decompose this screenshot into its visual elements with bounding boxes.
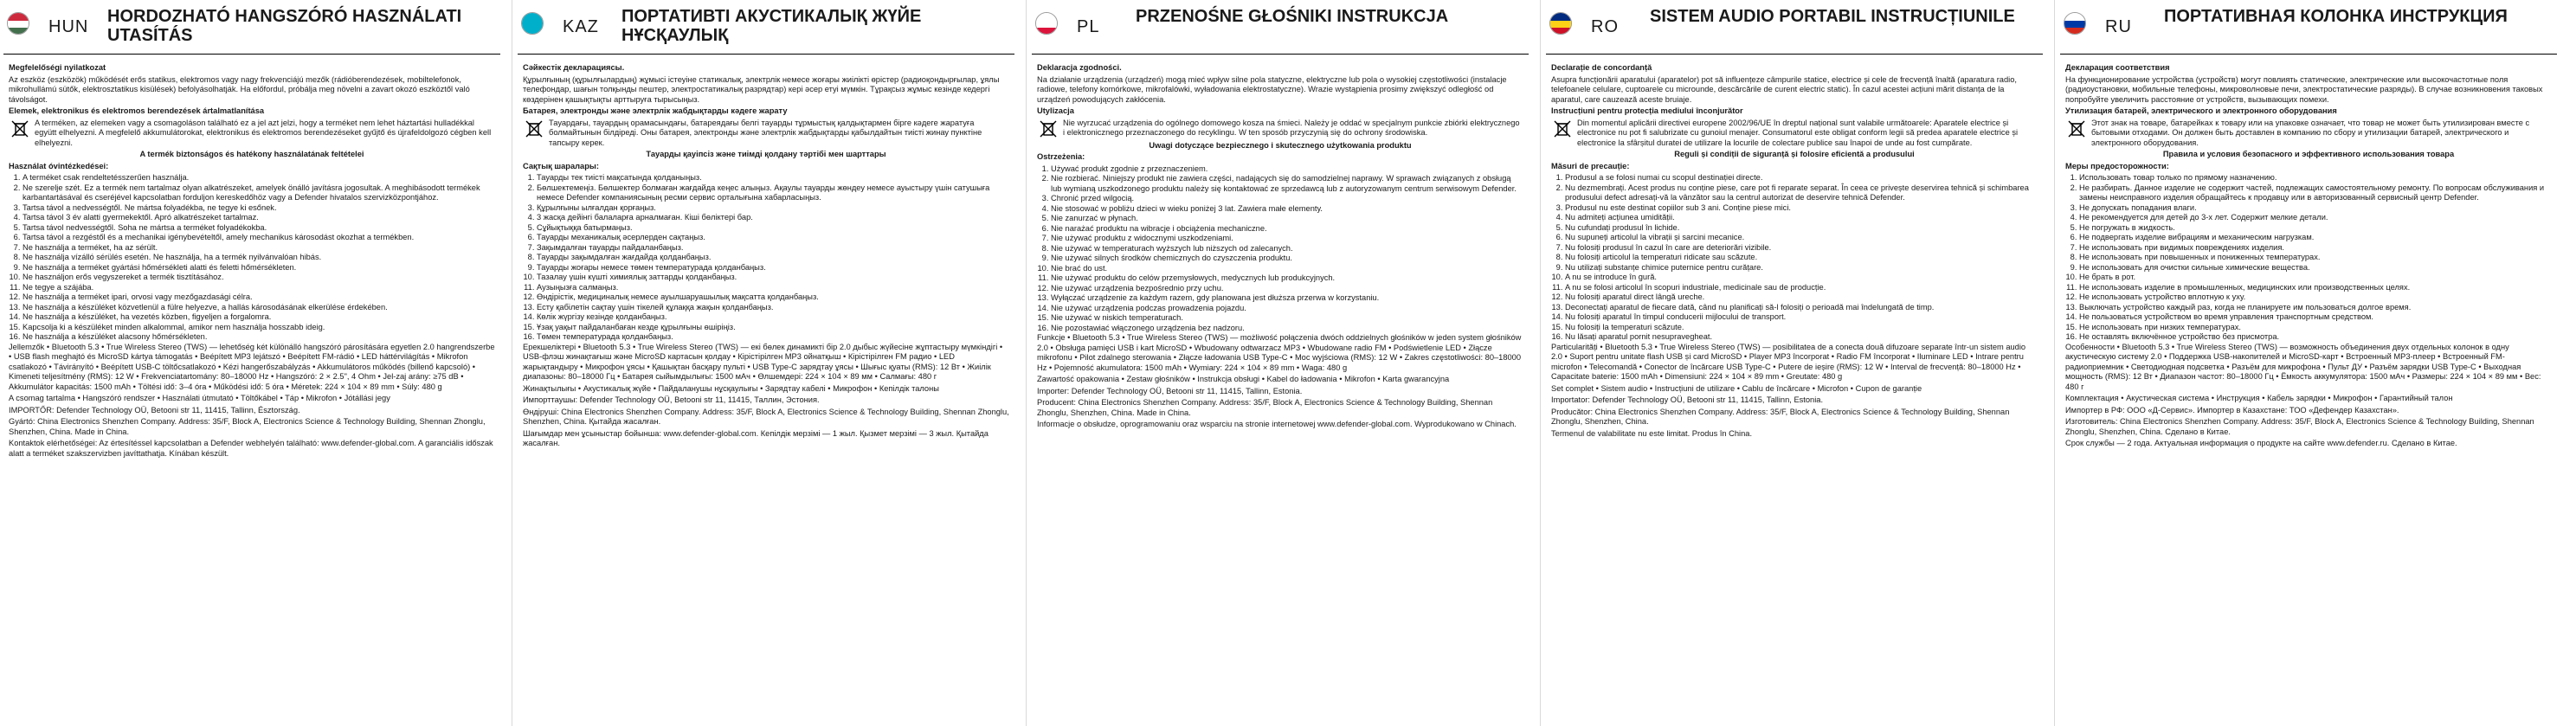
- declaration-text: Asupra funcționării aparatului (aparatelor) pot să influențeze câmpurile statice, electrice și cele de frecvență înaltă (aparatura radio, telefoanele celulare, cuptoarele cu microunde, descărcările de curent electric static). În cazul acestei acțiuni mărit distanța de la aparatul, care cauzează aceste bruiaje.: [1551, 74, 2017, 104]
- precaution-item: 5. Сұйықтыққа батырмаңыз.: [537, 223, 1009, 234]
- precaution-item: 8. Не использовать при повышенных и пониженных температурах.: [2079, 253, 2552, 263]
- precaution-item: 14. Не пользоваться устройством во время управления транспортным средством.: [2079, 312, 2552, 323]
- footer-text: Termenul de valabilitate nu este limitat. Produs în China.: [1551, 428, 1753, 438]
- precautions-heading: Măsuri de precauție:: [1551, 161, 1630, 170]
- precaution-item: 15. Nie używać w niskich temperaturach.: [1051, 313, 1523, 324]
- precaution-item: 16. Ne használja a készüléket alacsony hőmérsékleten.: [23, 332, 495, 343]
- crossed-bin-icon: [10, 119, 29, 138]
- precaution-item: 6. Не подвергать изделие вибрациям и механическим нагрузкам.: [2079, 233, 2552, 243]
- precaution-item: 12. Nie używać urządzenia bezpośrednio przy uchu.: [1051, 284, 1523, 294]
- declaration-text: Az eszköz (eszközök) működését erős statikus, elektromos vagy nagy frekvenciájú mezők (rádióberendezések, mobiltelefonok, mikrohullámú sütők, elektrosztatikus kisülések) befolyásolhatják. Ha előfordul, próbálja meg növelni a zavart okozó eszköztől való távolságot.: [9, 74, 470, 104]
- precautions-heading: Меры предосторожности:: [2065, 161, 2169, 170]
- precaution-item: 5. Nie zanurzać w płynach.: [1051, 214, 1523, 224]
- safety-heading: Правила и условия безопасного и эффективного использования товара: [2162, 150, 2455, 158]
- precaution-item: 4. Не рекомендуется для детей до 3-х лет. Содержит мелкие детали.: [2079, 213, 2552, 223]
- precaution-item: 3. Не допускать попадания влаги.: [2079, 203, 2552, 214]
- disposal-notice: [523, 119, 1009, 149]
- crossed-bin-icon: [1039, 119, 1058, 138]
- disposal-text: Тауардағы, тауардың орамасындағы, батареядағы белгі тауарды тұрмыстық қалдықтармен бірге кәдеге жаратуға болмайтынын білдіреді. Оны батарея, электронды және электрлік жабдықтарды қабылдайтын тиісті жинау пунктіне тапсыру керек.: [549, 118, 982, 147]
- precaution-item: 16. Nu lăsați aparatul pornit nesupravegheat.: [1565, 332, 2038, 343]
- precaution-item: 3. Chronić przed wilgocią.: [1051, 194, 1523, 204]
- section-body: [1546, 55, 2046, 439]
- section-body: [3, 55, 504, 459]
- specifications-text: Funkcje • Bluetooth 5.3 • True Wireless Stereo (TWS) — możliwość połączenia dwóch oddzielnych głośników w jeden system głośników 2.0 • Obsługa pamięci USB i kart MicroSD • Wbudowany odtwarzacz MP3 • Wbudowane radio FM • Podświetlenie LED • Złącze mikrofonu • Pilot zdalnego sterowania • Złącze ładowania USB Type-C • Moc wyjściowa (RMS): 12 W • Zakres częstotliwości: 80–18000 Hz • Pojemność akumulatora: 1500 mAh • Wymiary: 224 × 104 × 89 mm • Waga: 480 g: [1037, 333, 1522, 372]
- section-body: [2060, 55, 2560, 449]
- disposal-text: A terméken, az elemeken vagy a csomagoláson található ez a jel azt jelzi, hogy a terméket nem lehet háztartási hulladékkal együtt elhelyezni. A megfelelő akkumulátorokat, elektronikus és elektromos berendezéseket gyűjtő és újrafeldolgozó cégben kell elhelyezni.: [35, 118, 492, 147]
- section-header: [1032, 0, 1529, 55]
- precaution-item: 4. 3 жасқа дейінгі балаларға арналмаған. Кіші бөліктері бар.: [537, 213, 1009, 223]
- precaution-item: 16. Nie pozostawiać włączonego urządzenia bez nadzoru.: [1051, 324, 1523, 334]
- section-title: ПОРТАТИВНАЯ КОЛОНКА ИНСТРУКЦИЯ: [2164, 7, 2508, 26]
- declaration-text: Na działanie urządzenia (urządzeń) mogą mieć wpływ silne pola statyczne, elektryczne lub pola o wysokiej częstotliwości (instalacje radiowe, telefony komórkowe, mikrofalówki, wyładowania elektrostatyczne). Wrazie wystąpienia prosimy zwiększyć odległość od urządzeń powodujących zakłócenia.: [1037, 74, 1507, 104]
- language-code: PL: [1077, 17, 1100, 36]
- precaution-item: 10. Ne használjon erős vegyszereket a termék tisztításához.: [23, 273, 495, 283]
- precaution-item: 8. Ne használja vízálló sérülés esetén. Ne használja, ha a termék nyilvánvalóan hibás.: [23, 253, 495, 263]
- disposal-heading: Elemek, elektronikus és elektromos berendezések ártalmatlanítása: [9, 106, 265, 115]
- precaution-item: 1. Używać produkt zgodnie z przeznaczeniem.: [1051, 164, 1523, 175]
- column-divider: [1540, 0, 1541, 726]
- precaution-item: 9. Ne használja a terméket gyártási hőmérsékleti alatti és feletti hőmérsékleten.: [23, 263, 495, 273]
- precaution-item: 14. Ne használja a készüléket, ha vezetés közben, figyeljen a forgalomra.: [23, 312, 495, 323]
- section-body: [1032, 55, 1532, 430]
- precaution-item: 15. Не использовать при низких температурах.: [2079, 323, 2552, 333]
- language-section-kaz: [518, 0, 1018, 726]
- flag-icon: [1549, 12, 1572, 35]
- precaution-item: 4. Tartsa távol 3 év alatti gyermekektől. Apró alkatrészeket tartalmaz.: [23, 213, 495, 223]
- precautions-list: [2065, 173, 2552, 343]
- crossed-bin-icon: [1553, 119, 1572, 138]
- section-body: [518, 55, 1018, 449]
- package-contents-text: A csomag tartalma • Hangszóró rendszer • Használati útmutató • Töltőkábel • Táp • Mikrofon • Jótállási jegy: [9, 394, 390, 402]
- disposal-heading: Утилизация батарей, электрического и электронного оборудования: [2065, 106, 2337, 115]
- importer-text: Importator: Defender Technology OÜ, Betooni str 11, 11415, Tallinn, Estonia.: [1551, 395, 1824, 404]
- precaution-item: 5. Не погружать в жидкость.: [2079, 223, 2552, 234]
- language-code: RU: [2105, 17, 2132, 36]
- disposal-heading: Instrucțiuni pentru protecția mediului înconjurător: [1551, 106, 1743, 115]
- specifications-text: Особенности • Bluetooth 5.3 • True Wireless Stereo (TWS) — возможность объединения двух отдельных колонок в одну акустическую систему 2.0 • Поддержка USB-накопителей и MicroSD-карт • Встроенный MP3-плеер • Встроенный FM-радиоприемник • Светодиодная подсветка • Разъём для микрофона • Пульт ДУ • Разъём зарядки USB Type-C • Выходная мощность (RMS): 12 Вт • Диапазон частот: 80–18000 Гц • Ёмкость аккумулятора: 1500 мАч • Размеры: 224 × 104 × 89 мм • Вес: 480 г: [2065, 342, 2541, 391]
- flag-icon: [521, 12, 544, 35]
- footer-text: Informacje o obsłudze, oprogramowaniu oraz wsparciu na stronie internetowej www.defender-global.com. Wyprodukowano w Chinach.: [1037, 420, 1517, 428]
- precaution-item: 11. Аузыңызға салмаңыз.: [537, 283, 1009, 293]
- precaution-item: 2. Не разбирать. Данное изделие не содержит частей, подлежащих самостоятельному ремонту. По вопросам обслуживания и замены неисправного изделия обращайтесь к продавцу или в авторизованный сервисный центр Defender.: [2079, 183, 2552, 203]
- declaration-text: Құрылғының (құрылғылардың) жұмысі істеуіне статикалық, электрлік немесе жоғары жиілікті өрістер (радиоқондырғылар, ұялы телефондар, шағын толқынды пештер, электростатикалық разрядтар) кері әсер етуі мүмкін. Тұрақсыз жұмыс кезінде кедергі көздерінен қашықтықты арттыруға тырысыңыз.: [523, 74, 1000, 104]
- precaution-item: 1. Produsul a se folosi numai cu scopul destinației directe.: [1565, 173, 2038, 183]
- declaration-heading: Сәйкестік декларациясы.: [523, 63, 625, 72]
- column-divider: [2054, 0, 2055, 726]
- precaution-item: 11. Ne tegye a szájába.: [23, 283, 495, 293]
- manufacturer-text: Өндіруші: China Electronics Shenzhen Company. Address: 35/F, Block A, Electronics Science & Technology Building, Shennan Zhonglu, Shenzhen, China. Қытайда жасалған.: [523, 407, 1009, 426]
- precaution-item: 3. Produsul nu este destinat copiilor sub 3 ani. Conține piese mici.: [1565, 203, 2038, 214]
- precaution-item: 2. Ne szerelje szét. Ez a termék nem tartalmaz olyan alkatrészeket, amelyek önálló javításra jogosultak. A meghibásodott termékek karbantartásával és cseréjével kapcsolatban forduljon kereskedőhöz vagy a Defender hivatalos szervizközpontjához.: [23, 183, 495, 203]
- precaution-item: 13. Deconectați aparatul de fiecare dată, când nu planificați să-l folosiți o perioadă mai îndelungată de timp.: [1565, 303, 2038, 313]
- disposal-notice: [2065, 119, 2552, 149]
- language-section-ro: [1546, 0, 2046, 726]
- precaution-item: 3. Құрылғыны ылғалдан қорғаңыз.: [537, 203, 1009, 214]
- precautions-list: [9, 173, 495, 343]
- language-code: RO: [1591, 17, 1619, 36]
- precaution-item: 5. Tartsa távol nedvességtől. Soha ne mártsa a terméket folyadékokba.: [23, 223, 495, 234]
- precaution-item: 13. Есту қабілетін сақтау үшін тікелей құлаққа жақын қолданбаңыз.: [537, 303, 1009, 313]
- precaution-item: 4. Nu admiteți acțiunea umidității.: [1565, 213, 2038, 223]
- precaution-item: 7. Ne használja a terméket, ha az sérült.: [23, 243, 495, 254]
- flag-icon: [7, 12, 29, 35]
- declaration-heading: Megfelelőségi nyilatkozat: [9, 63, 106, 72]
- disposal-text: Nie wyrzucać urządzenia do ogólnego domowego kosza na śmieci. Należy je oddać w specjalnym punkcie zbiórki elektrycznego i elektronicznego przeznaczonego do recyklingu. W ten sposób przyczynią się do ochrony środowiska.: [1063, 118, 1520, 137]
- precaution-item: 6. Nie narażać produktu na wibracje i obciążenia mechaniczne.: [1051, 224, 1523, 235]
- footer-text: Kontaktok elérhetőségei: Az értesítéssel kapcsolatban a Defender webhelyén található: www.defender-global.com. A garanciális időszak alatt a terméket szakszervizben javíttathatja. Kínában készült.: [9, 439, 493, 458]
- section-header: [1546, 0, 2043, 55]
- precaution-item: 13. Ne használja a készüléket közvetlenül a fülre helyezve, a hallás károsodásának elkerülése érdekében.: [23, 303, 495, 313]
- section-title: HORDOZHATÓ HANGSZÓRÓ HASZNÁLATI UTASÍTÁS: [107, 7, 462, 45]
- manufacturer-text: Gyártó: China Electronics Shenzhen Company. Address: 35/F, Block A, Electronics Science & Technology Building, Shennan Zhonglu, Shenzhen, China. Made in China.: [9, 417, 486, 436]
- manufacturer-text: Изготовитель: China Electronics Shenzhen Company. Address: 35/F, Block A, Electronics Science & Technology Building, Shennan Zhonglu, Shenzhen, China. Сделано в Китае.: [2065, 417, 2534, 436]
- disposal-notice: [9, 119, 495, 149]
- precaution-item: 1. Тауарды тек тиісті мақсатында қолданыңыз.: [537, 173, 1009, 183]
- precautions-heading: Ostrzeżenia:: [1037, 152, 1085, 161]
- precaution-item: 6. Tartsa távol a rezgéstől és a mechanikai igénybevételtől, amely mechanikus károsodást okozhat a termékben.: [23, 233, 495, 243]
- section-header: [2060, 0, 2557, 55]
- section-title: PRZENOŚNE GŁOŚNIKI INSTRUKCJA: [1136, 7, 1449, 26]
- package-contents-text: Zawartość opakowania • Zestaw głośników • Instrukcja obsługi • Kabel do ładowania • Mikrofon • Karta gwarancyjna: [1037, 375, 1450, 383]
- declaration-heading: Declarație de concordanță: [1551, 63, 1652, 72]
- safety-heading: Uwagi dotyczące bezpiecznego i skutecznego użytkowania produktu: [1149, 140, 1412, 150]
- importer-text: Импортер в РФ: ООО «Д-Сервис». Импортер в Казахстане: ТОО «Дефендер Казахстан».: [2065, 405, 2399, 414]
- precaution-item: 10. Тазалау үшін күшті химиялық заттарды қолданбаңыз.: [537, 273, 1009, 283]
- precaution-item: 12. Nu folosiți aparatul direct lângă ureche.: [1565, 292, 2038, 303]
- precaution-item: 4. Nie stosować w pobliżu dzieci w wieku poniżej 3 lat. Zawiera małe elementy.: [1051, 204, 1523, 215]
- precautions-heading: Használat óvintézkedései:: [9, 161, 109, 170]
- precaution-item: 8. Nie używać w temperaturach wyższych lub niższych od zalecanych.: [1051, 244, 1523, 254]
- disposal-heading: Utylizacja: [1037, 106, 1074, 115]
- declaration-text: На функционирование устройства (устройств) могут повлиять статические, электрические или высокочастотные поля (радиоустановки, мобильные телефоны, микроволновые печи, электростатические разряды). В случае возникновения таковых попробуйте увеличить расстояние от устройств, вызывающих помехи.: [2065, 74, 2543, 104]
- precaution-item: 2. Nu dezmembrați. Acest produs nu conține piese, care pot fi reparate separat. În ceea ce privește deservirea tehnică și schimbarea produsului defect adresați-vă la vânzător sau la centrul autorizat de deservire tehnică Defender.: [1565, 183, 2038, 203]
- precaution-item: 11. Не использовать изделие в промышленных, медицинских или производственных целях.: [2079, 283, 2552, 293]
- precaution-item: 15. Nu folosiți la temperaturi scăzute.: [1565, 323, 2038, 333]
- flag-icon: [1035, 12, 1058, 35]
- precaution-item: 14. Nu folosiți aparatul în timpul conducerii mijlocului de transport.: [1565, 312, 2038, 323]
- precaution-item: 6. Nu supuneți articolul la vibrații și sarcini mecanice.: [1565, 233, 2038, 243]
- precaution-item: 10. A nu se introduce în gură.: [1565, 273, 2038, 283]
- precaution-item: 16. Не оставлять включённое устройство без присмотра.: [2079, 332, 2552, 343]
- precaution-item: 12. Өндірістік, медициналық немесе ауылшаруашылық мақсатта қолданбаңыз.: [537, 292, 1009, 303]
- precaution-item: 7. Nie używać produktu z widocznymi uszkodzeniami.: [1051, 234, 1523, 244]
- precaution-item: 8. Nu folosiți articolul la temperaturi ridicate sau scăzute.: [1565, 253, 2038, 263]
- section-title: ПОРТАТИВТІ АКУСТИКАЛЫҚ ЖҮЙЕ НҰСҚАУЛЫҚ: [621, 7, 922, 45]
- precaution-item: 9. Тауарды жоғары немесе төмен температурада қолданбаңыз.: [537, 263, 1009, 273]
- importer-text: Importer: Defender Technology OÜ, Betooni str 11, 11415, Tallinn, Estonia.: [1037, 386, 1303, 395]
- manufacturer-text: Producent: China Electronics Shenzhen Company. Address: 35/F, Block A, Electronics Science & Technology Building, Shennan Zhonglu, Shenzhen, China. Made in China.: [1037, 398, 1493, 417]
- section-header: [518, 0, 1014, 55]
- disposal-notice: [1037, 119, 1523, 139]
- precaution-item: 10. Не брать в рот.: [2079, 273, 2552, 283]
- importer-text: Импорттаушы: Defender Technology OÜ, Betooni str 11, 11415, Таллин, Эстония.: [523, 395, 820, 404]
- section-title: SISTEM AUDIO PORTABIL INSTRUCȚIUNILE: [1650, 7, 2015, 26]
- package-contents-text: Жинақтылығы • Акустикалық жүйе • Пайдаланушы нұсқаулығы • Зарядтау кабелі • Микрофон • Кепілдік талоны: [523, 383, 939, 393]
- precaution-item: 7. Зақымдалған тауарды пайдаланбаңыз.: [537, 243, 1009, 254]
- precaution-item: 5. Nu cufundați produsul în lichide.: [1565, 223, 2038, 234]
- language-section-pl: [1032, 0, 1532, 726]
- disposal-text: Этот знак на товаре, батарейках к товару или на упаковке означает, что товар не может быть утилизирован вместе с бытовыми отходами. Он должен быть доставлен в компанию по сбору и утилизации батарей, электрического и электронного оборудования.: [2091, 118, 2530, 147]
- specifications-text: Ерекшеліктері • Bluetooth 5.3 • True Wireless Stereo (TWS) — екі бөлек динамикті бір 2.0 дыбыс жүйесіне жұптастыру мүмкіндігі • USB-флэш жинақтағыш және MicroSD картасын қолдау • Кірістірілген MP3 ойнатқыш • Кірістірілген FM радио • LED жарықтандыру • Микрофон ұясы • Қашықтан басқару пульті • USB Type-C зарядтау ұясы • Шығыс қуаты (RMS): 12 Вт • Жиілік диапазоны: 80–18000 Гц • Батарея сыйымдылығы: 1500 мАч • Өлшемдері: 224 × 104 × 89 мм • Салмағы: 480 г: [523, 342, 1003, 381]
- specifications-text: Jellemzők • Bluetooth 5.3 • True Wireless Stereo (TWS) — lehetőség két különálló hangszóró párosítására egyetlen 2.0 hangrendszerbe • USB flash meghajtó és MicroSD kártya támogatás • Beépített MP3 lejátszó • Beépített FM-rádió • LED háttérvilágítás • Mikrofon csatlakozó • Távirányító • Beépített USB-C töltőcsatlakozó • Kézi hangerőszabályzás • Akkumulátoros működés (billenő kapcsoló) • Kimeneti teljesítmény (RMS): 12 W • Frekvenciatartomány: 80–18000 Hz • Hangszóró: 2 × 2.5", 4 Ohm • Jel-zaj arány: ≥75 dB • Akkumulátor kapacitás: 1500 mAh • Töltési idő: 3–4 óra • Működési idő: 5 óra • Méretek: 224 × 104 × 89 mm • Súly: 480 g: [9, 342, 495, 391]
- package-contents-text: Set complet • Sistem audio • Instrucțiuni de utilizare • Cablu de încărcare • Microfon • Cupon de garanție: [1551, 383, 1922, 393]
- manufacturer-text: Producător: China Electronics Shenzhen Company. Address: 35/F, Block A, Electronics Science & Technology Building, Shennan Zhonglu, Shenzhen, China.: [1551, 407, 2010, 426]
- precaution-item: 14. Көлік жүргізу кезінде қолданбаңыз.: [537, 312, 1009, 323]
- disposal-heading: Батарея, электронды және электрлік жабдықтарды кәдеге жарату: [523, 106, 788, 115]
- safety-heading: Тауарды қауіпсіз және тиімді қолдану тәртібі мен шарттары: [646, 150, 886, 158]
- flag-icon: [2064, 12, 2086, 35]
- disposal-text: Din momentul aplicării directivei europene 2002/96/UE în dreptul național sunt valabile următoarele: Aparatele electrice și electronice nu pot fi salubrizate cu gunoiul menajer. Consumatorul este obligat conform legii să predea aparatele electrice și electronice la sfârșitul duratei de utilizare la locurile de colectare publice sau înapoi de unde au fost cumpărate.: [1577, 118, 2019, 147]
- crossed-bin-icon: [2067, 119, 2086, 138]
- specifications-text: Particularități • Bluetooth 5.3 • True Wireless Stereo (TWS) — posibilitatea de a conecta două difuzoare separate într-un sistem audio 2.0 • Suport pentru unitate flash USB și card MicroSD • Player MP3 încorporat • Radio FM încorporat • Iluminare LED • Intrare pentru microfon • Telecomandă • Conector de încărcare USB Type-C • Putere de ieșire (RMS): 12 W • Interval de frecvență: 80–18000 Hz • Capacitate baterie: 1500 mAh • Dimensiuni: 224 × 104 × 89 mm • Greutate: 480 g: [1551, 342, 2026, 381]
- precaution-item: 10. Nie brać do ust.: [1051, 264, 1523, 274]
- importer-text: IMPORTŐR: Defender Technology OÜ, Betooni str 11, 11415, Tallinn, Észtország.: [9, 405, 300, 414]
- precautions-list: [1037, 164, 1523, 334]
- precaution-item: 9. Nie używać silnych środków chemicznych do czyszczenia produktu.: [1051, 254, 1523, 264]
- precaution-item: 2. Nie rozbierać. Niniejszy produkt nie zawiera części, nadających się do samodzielnej naprawy. W sprawach związanych z obsługą lub wymianą uszkodzonego produktu należy się kontaktować ze sprzedawcą lub z autoryzowanym centrum serwisowym Defender.: [1051, 174, 1523, 194]
- precaution-item: 7. Не использовать при видимых повреждениях изделия.: [2079, 243, 2552, 254]
- precautions-heading: Сақтық шаралары:: [523, 161, 599, 170]
- precaution-item: 14. Nie używać urządzenia podczas prowadzenia pojazdu.: [1051, 304, 1523, 314]
- precaution-item: 3. Tartsa távol a nedvességtől. Ne mártsa folyadékba, ne tegye ki esőnek.: [23, 203, 495, 214]
- safety-heading: A termék biztonságos és hatékony használatának feltételei: [139, 150, 364, 158]
- precaution-item: 15. Kapcsolja ki a készüléket minden alkalommal, amikor nem használja hosszabb ideig.: [23, 323, 495, 333]
- column-divider: [1026, 0, 1027, 726]
- precaution-item: 9. Nu utilizați substanțe chimice puternice pentru curățare.: [1565, 263, 2038, 273]
- precaution-item: 2. Бөлшектемеңіз. Бөлшектер болмаған жағдайда кеңес алыңыз. Ақаулы тауарды жөндеу немесе ауыстыру үшін сатушыға немесе Defender компаниясының ресми сервис орталығына хабарласыңыз.: [537, 183, 1009, 203]
- declaration-heading: Декларация соответствия: [2065, 63, 2170, 72]
- precaution-item: 13. Выключать устройство каждый раз, когда не планируете им пользоваться долгое время.: [2079, 303, 2552, 313]
- disposal-notice: [1551, 119, 2038, 149]
- precaution-item: 1. Использовать товар только по прямому назначению.: [2079, 173, 2552, 183]
- footer-text: Шағымдар мен ұсыныстар бойынша: www.defender-global.com. Кепілдік мерзімі — 1 жыл. Қызмет мерзімі — 3 жыл. Қытайда жасалған.: [523, 428, 989, 447]
- precaution-item: 8. Тауарды зақымдалған жағдайда қолданбаңыз.: [537, 253, 1009, 263]
- language-code: HUN: [48, 17, 89, 36]
- declaration-heading: Deklaracja zgodności.: [1037, 63, 1122, 72]
- precaution-item: 11. A nu se folosi articolul în scopuri industriale, medicinale sau de producție.: [1565, 283, 2038, 293]
- language-section-ru: [2060, 0, 2560, 726]
- language-code: KAZ: [563, 17, 599, 36]
- precaution-item: 16. Төмен температурада қолданбаңыз.: [537, 332, 1009, 343]
- precaution-item: 13. Wyłączać urządzenie za każdym razem, gdy planowana jest dłuższa przerwa w korzystaniu.: [1051, 293, 1523, 304]
- precaution-item: 6. Тауарды механикалық әсерлерден сақтаңыз.: [537, 233, 1009, 243]
- precaution-item: 1. A terméket csak rendeltetésszerűen használja.: [23, 173, 495, 183]
- safety-heading: Reguli și condiții de siguranță și folosire eficientă a produsului: [1674, 150, 1915, 158]
- language-section-hun: [3, 0, 504, 726]
- precaution-item: 12. Ne használja a terméket ipari, orvosi vagy mezőgazdasági célra.: [23, 292, 495, 303]
- section-header: [3, 0, 500, 55]
- package-contents-text: Комплектация • Акустическая система • Инструкция • Кабель зарядки • Микрофон • Гарантийный талон: [2065, 394, 2453, 402]
- footer-text: Срок службы — 2 года. Актуальная информация о продукте на сайте www.defender.ru. Сделано в Китае.: [2065, 439, 2457, 447]
- crossed-bin-icon: [525, 119, 544, 138]
- precaution-item: 15. Ұзақ уақыт пайдаланбаған кезде құрылғыны өшіріңіз.: [537, 323, 1009, 333]
- precaution-item: 12. Не использовать устройство вплотную к уху.: [2079, 292, 2552, 303]
- precaution-item: 9. Не использовать для очистки сильные химические вещества.: [2079, 263, 2552, 273]
- precaution-item: 11. Nie używać produktu do celów przemysłowych, medycznych lub produkcyjnych.: [1051, 273, 1523, 284]
- precautions-list: [1551, 173, 2038, 343]
- precaution-item: 7. Nu folosiți produsul în cazul în care are deteriorări vizibile.: [1565, 243, 2038, 254]
- precautions-list: [523, 173, 1009, 343]
